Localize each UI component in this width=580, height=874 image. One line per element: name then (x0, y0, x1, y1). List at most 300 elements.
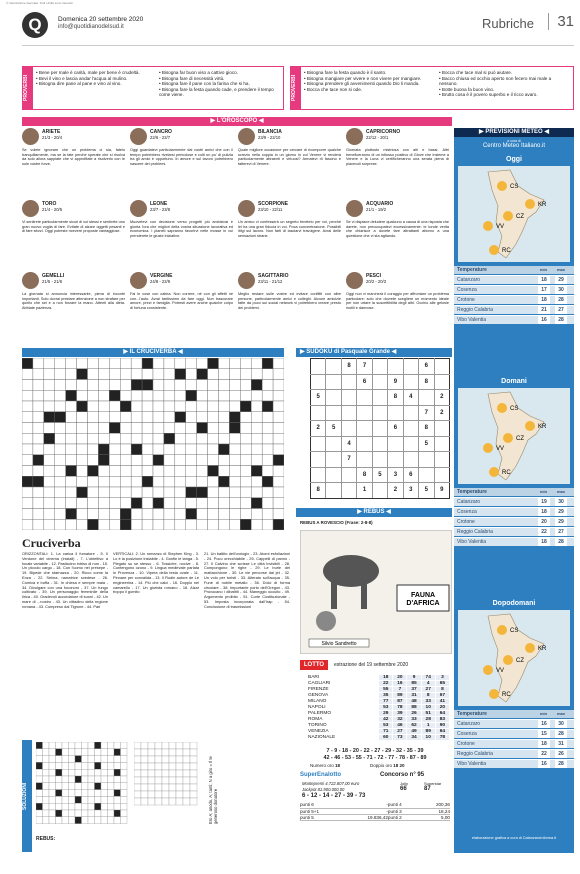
crossword-cell[interactable] (44, 390, 55, 401)
crossword-cell[interactable] (55, 498, 66, 509)
crossword-cell[interactable] (77, 433, 88, 444)
sudoku-cell[interactable]: 5 (372, 467, 387, 483)
crossword-cell[interactable] (208, 509, 219, 520)
crossword-cell[interactable] (164, 444, 175, 455)
crossword-cell[interactable] (229, 433, 240, 444)
crossword-cell[interactable] (77, 455, 88, 466)
sudoku-cell[interactable] (326, 390, 341, 406)
crossword-cell[interactable] (109, 401, 120, 412)
crossword-cell[interactable] (33, 444, 44, 455)
crossword-cell[interactable] (33, 380, 44, 391)
sudoku-cell[interactable]: 8 (311, 483, 326, 499)
crossword-cell[interactable] (186, 412, 197, 423)
sudoku-cell[interactable] (326, 452, 341, 468)
sudoku-cell[interactable]: 7 (419, 405, 434, 421)
crossword-cell[interactable] (219, 509, 230, 520)
crossword-cell[interactable] (142, 455, 153, 466)
sudoku-cell[interactable] (403, 374, 418, 390)
crossword-cell[interactable] (251, 412, 262, 423)
crossword-cell[interactable] (164, 466, 175, 477)
crossword-cell[interactable] (44, 433, 55, 444)
crossword-cell[interactable] (164, 487, 175, 498)
crossword-cell[interactable] (164, 390, 175, 401)
sudoku-cell[interactable] (357, 390, 372, 406)
crossword-cell[interactable] (197, 380, 208, 391)
crossword-cell[interactable] (120, 498, 131, 509)
crossword-cell[interactable] (88, 358, 99, 369)
crossword-cell[interactable] (131, 509, 142, 520)
crossword-cell[interactable] (273, 444, 284, 455)
crossword-cell[interactable] (251, 519, 262, 530)
crossword-cell[interactable] (153, 444, 164, 455)
crossword-cell[interactable] (153, 380, 164, 391)
crossword-cell[interactable] (197, 519, 208, 530)
crossword-cell[interactable] (22, 498, 33, 509)
crossword-cell[interactable] (44, 444, 55, 455)
sudoku-cell[interactable] (311, 436, 326, 452)
crossword-cell[interactable] (229, 509, 240, 520)
crossword-cell[interactable] (153, 455, 164, 466)
crossword-cell[interactable] (153, 369, 164, 380)
crossword-cell[interactable] (186, 498, 197, 509)
crossword-cell[interactable] (262, 444, 273, 455)
crossword-cell[interactable] (219, 401, 230, 412)
crossword-cell[interactable] (251, 390, 262, 401)
crossword-cell[interactable] (153, 498, 164, 509)
sudoku-cell[interactable]: 5 (311, 390, 326, 406)
crossword-cell[interactable] (77, 509, 88, 520)
crossword-cell[interactable] (208, 390, 219, 401)
crossword-cell[interactable] (273, 358, 284, 369)
crossword-cell[interactable] (273, 390, 284, 401)
crossword-cell[interactable] (66, 358, 77, 369)
crossword-cell[interactable] (22, 466, 33, 477)
crossword-cell[interactable] (197, 466, 208, 477)
crossword-cell[interactable] (88, 476, 99, 487)
crossword-cell[interactable] (22, 487, 33, 498)
crossword-cell[interactable] (55, 444, 66, 455)
sudoku-cell[interactable]: 2 (311, 421, 326, 437)
sudoku-cell[interactable] (326, 436, 341, 452)
crossword-cell[interactable] (77, 390, 88, 401)
crossword-cell[interactable] (175, 423, 186, 434)
sudoku-cell[interactable] (372, 405, 387, 421)
crossword-cell[interactable] (98, 498, 109, 509)
crossword-cell[interactable] (186, 433, 197, 444)
crossword-cell[interactable] (88, 433, 99, 444)
crossword-cell[interactable] (164, 358, 175, 369)
crossword-cell[interactable] (175, 519, 186, 530)
crossword-cell[interactable] (131, 380, 142, 391)
crossword-cell[interactable] (88, 390, 99, 401)
crossword-cell[interactable] (98, 444, 109, 455)
crossword-cell[interactable] (186, 444, 197, 455)
sudoku-cell[interactable] (341, 467, 356, 483)
crossword-cell[interactable] (186, 390, 197, 401)
crossword-cell[interactable] (33, 401, 44, 412)
crossword-cell[interactable] (55, 412, 66, 423)
crossword-cell[interactable] (229, 369, 240, 380)
crossword-cell[interactable] (219, 498, 230, 509)
crossword-cell[interactable] (197, 444, 208, 455)
crossword-cell[interactable] (208, 369, 219, 380)
crossword-cell[interactable] (262, 380, 273, 391)
sudoku-cell[interactable] (403, 359, 418, 375)
crossword-cell[interactable] (229, 519, 240, 530)
crossword-cell[interactable] (240, 380, 251, 391)
crossword-cell[interactable] (77, 369, 88, 380)
crossword-cell[interactable] (186, 519, 197, 530)
crossword-cell[interactable] (197, 412, 208, 423)
crossword-cell[interactable] (131, 412, 142, 423)
crossword-cell[interactable] (175, 444, 186, 455)
sudoku-cell[interactable] (326, 359, 341, 375)
crossword-cell[interactable] (251, 466, 262, 477)
sudoku-cell[interactable] (357, 452, 372, 468)
crossword-cell[interactable] (219, 390, 230, 401)
crossword-cell[interactable] (197, 498, 208, 509)
sudoku-cell[interactable] (419, 467, 434, 483)
crossword-cell[interactable] (229, 498, 240, 509)
sudoku-cell[interactable] (326, 374, 341, 390)
crossword-cell[interactable] (175, 358, 186, 369)
crossword-cell[interactable] (120, 444, 131, 455)
crossword-cell[interactable] (22, 412, 33, 423)
sudoku-cell[interactable] (403, 452, 418, 468)
crossword-cell[interactable] (240, 358, 251, 369)
crossword-cell[interactable] (197, 455, 208, 466)
sudoku-cell[interactable]: 2 (434, 390, 450, 406)
sudoku-cell[interactable] (372, 359, 387, 375)
crossword-cell[interactable] (120, 401, 131, 412)
crossword-cell[interactable] (131, 466, 142, 477)
crossword-cell[interactable] (208, 466, 219, 477)
crossword-cell[interactable] (66, 444, 77, 455)
crossword-cell[interactable] (175, 390, 186, 401)
crossword-cell[interactable] (240, 390, 251, 401)
sudoku-cell[interactable] (388, 436, 403, 452)
crossword-cell[interactable] (109, 380, 120, 391)
crossword-cell[interactable] (273, 487, 284, 498)
crossword-cell[interactable] (186, 509, 197, 520)
crossword-cell[interactable] (197, 369, 208, 380)
crossword-cell[interactable] (44, 423, 55, 434)
crossword-cell[interactable] (98, 401, 109, 412)
crossword-cell[interactable] (22, 358, 33, 369)
crossword-cell[interactable] (153, 412, 164, 423)
crossword-cell[interactable] (109, 412, 120, 423)
crossword-cell[interactable] (88, 380, 99, 391)
crossword-cell[interactable] (66, 455, 77, 466)
crossword-cell[interactable] (44, 476, 55, 487)
crossword-cell[interactable] (22, 390, 33, 401)
crossword-cell[interactable] (22, 369, 33, 380)
crossword-cell[interactable] (109, 498, 120, 509)
crossword-cell[interactable] (186, 369, 197, 380)
crossword-cell[interactable] (33, 466, 44, 477)
crossword-cell[interactable] (186, 358, 197, 369)
sudoku-cell[interactable] (388, 359, 403, 375)
crossword-cell[interactable] (262, 401, 273, 412)
crossword-cell[interactable] (88, 487, 99, 498)
crossword-cell[interactable] (55, 519, 66, 530)
sudoku-cell[interactable] (341, 483, 356, 499)
crossword-cell[interactable] (229, 412, 240, 423)
crossword-cell[interactable] (55, 476, 66, 487)
crossword-cell[interactable] (186, 487, 197, 498)
crossword-cell[interactable] (219, 487, 230, 498)
crossword-cell[interactable] (219, 423, 230, 434)
crossword-cell[interactable] (208, 380, 219, 391)
crossword-cell[interactable] (175, 412, 186, 423)
crossword-cell[interactable] (273, 519, 284, 530)
sudoku-cell[interactable] (434, 436, 450, 452)
crossword-cell[interactable] (251, 423, 262, 434)
crossword-cell[interactable] (251, 401, 262, 412)
crossword-cell[interactable] (22, 433, 33, 444)
crossword-cell[interactable] (219, 412, 230, 423)
crossword-cell[interactable] (273, 466, 284, 477)
crossword-cell[interactable] (131, 423, 142, 434)
crossword-cell[interactable] (262, 390, 273, 401)
sudoku-cell[interactable] (311, 405, 326, 421)
crossword-cell[interactable] (55, 380, 66, 391)
crossword-cell[interactable] (197, 390, 208, 401)
sudoku-cell[interactable] (311, 374, 326, 390)
sudoku-cell[interactable] (372, 421, 387, 437)
crossword-cell[interactable] (175, 476, 186, 487)
crossword-cell[interactable] (273, 498, 284, 509)
crossword-cell[interactable] (262, 455, 273, 466)
crossword-cell[interactable] (175, 466, 186, 477)
sudoku-cell[interactable]: 8 (419, 374, 434, 390)
crossword-cell[interactable] (273, 380, 284, 391)
crossword-cell[interactable] (66, 487, 77, 498)
crossword-cell[interactable] (77, 466, 88, 477)
crossword-cell[interactable] (120, 358, 131, 369)
crossword-cell[interactable] (120, 423, 131, 434)
crossword-cell[interactable] (77, 487, 88, 498)
crossword-cell[interactable] (186, 401, 197, 412)
crossword-cell[interactable] (88, 444, 99, 455)
sudoku-cell[interactable]: 4 (341, 436, 356, 452)
crossword-cell[interactable] (98, 466, 109, 477)
sudoku-cell[interactable] (419, 390, 434, 406)
sudoku-grid[interactable] (310, 358, 450, 498)
crossword-cell[interactable] (55, 390, 66, 401)
crossword-cell[interactable] (186, 455, 197, 466)
crossword-cell[interactable] (175, 380, 186, 391)
sudoku-cell[interactable] (326, 483, 341, 499)
crossword-cell[interactable] (197, 423, 208, 434)
crossword-cell[interactable] (109, 519, 120, 530)
crossword-cell[interactable] (197, 487, 208, 498)
crossword-cell[interactable] (109, 466, 120, 477)
crossword-cell[interactable] (120, 455, 131, 466)
sudoku-cell[interactable] (341, 390, 356, 406)
crossword-cell[interactable] (131, 369, 142, 380)
crossword-cell[interactable] (240, 466, 251, 477)
sudoku-cell[interactable]: 6 (357, 374, 372, 390)
crossword-cell[interactable] (77, 476, 88, 487)
crossword-cell[interactable] (186, 380, 197, 391)
crossword-cell[interactable] (142, 444, 153, 455)
crossword-cell[interactable] (98, 380, 109, 391)
crossword-cell[interactable] (153, 433, 164, 444)
sudoku-cell[interactable] (311, 467, 326, 483)
crossword-cell[interactable] (66, 476, 77, 487)
crossword-cell[interactable] (142, 369, 153, 380)
crossword-cell[interactable] (208, 498, 219, 509)
crossword-cell[interactable] (262, 519, 273, 530)
sudoku-cell[interactable]: 8 (357, 467, 372, 483)
crossword-cell[interactable] (153, 466, 164, 477)
crossword-cell[interactable] (273, 423, 284, 434)
crossword-cell[interactable] (175, 401, 186, 412)
crossword-cell[interactable] (175, 433, 186, 444)
crossword-cell[interactable] (175, 509, 186, 520)
crossword-cell[interactable] (142, 380, 153, 391)
crossword-cell[interactable] (240, 401, 251, 412)
crossword-cell[interactable] (229, 423, 240, 434)
sudoku-cell[interactable] (311, 452, 326, 468)
sudoku-cell[interactable] (326, 467, 341, 483)
crossword-cell[interactable] (208, 423, 219, 434)
crossword-cell[interactable] (251, 509, 262, 520)
crossword-cell[interactable] (197, 401, 208, 412)
crossword-cell[interactable] (273, 369, 284, 380)
crossword-cell[interactable] (273, 455, 284, 466)
crossword-grid[interactable] (22, 358, 284, 530)
crossword-cell[interactable] (153, 423, 164, 434)
sudoku-cell[interactable]: 3 (403, 483, 418, 499)
sudoku-cell[interactable] (326, 405, 341, 421)
crossword-cell[interactable] (251, 476, 262, 487)
crossword-cell[interactable] (33, 433, 44, 444)
sudoku-cell[interactable]: 1 (357, 483, 372, 499)
crossword-cell[interactable] (77, 358, 88, 369)
crossword-cell[interactable] (153, 401, 164, 412)
crossword-cell[interactable] (77, 401, 88, 412)
crossword-cell[interactable] (164, 476, 175, 487)
crossword-cell[interactable] (33, 390, 44, 401)
sudoku-cell[interactable]: 8 (419, 421, 434, 437)
crossword-cell[interactable] (229, 455, 240, 466)
crossword-cell[interactable] (219, 466, 230, 477)
crossword-cell[interactable] (120, 390, 131, 401)
crossword-cell[interactable] (219, 380, 230, 391)
crossword-cell[interactable] (273, 433, 284, 444)
crossword-cell[interactable] (98, 423, 109, 434)
crossword-cell[interactable] (120, 509, 131, 520)
sudoku-cell[interactable]: 6 (388, 421, 403, 437)
sudoku-cell[interactable] (372, 390, 387, 406)
sudoku-cell[interactable]: 4 (403, 390, 418, 406)
crossword-cell[interactable] (22, 455, 33, 466)
crossword-cell[interactable] (262, 423, 273, 434)
crossword-cell[interactable] (208, 358, 219, 369)
crossword-cell[interactable] (33, 498, 44, 509)
crossword-cell[interactable] (229, 358, 240, 369)
crossword-cell[interactable] (262, 358, 273, 369)
crossword-cell[interactable] (164, 380, 175, 391)
crossword-cell[interactable] (240, 433, 251, 444)
sudoku-cell[interactable]: 7 (357, 359, 372, 375)
crossword-cell[interactable] (131, 487, 142, 498)
crossword-cell[interactable] (66, 401, 77, 412)
sudoku-cell[interactable] (434, 374, 450, 390)
crossword-cell[interactable] (44, 509, 55, 520)
crossword-cell[interactable] (44, 498, 55, 509)
crossword-cell[interactable] (240, 498, 251, 509)
crossword-cell[interactable] (88, 401, 99, 412)
crossword-cell[interactable] (88, 412, 99, 423)
crossword-cell[interactable] (229, 390, 240, 401)
crossword-cell[interactable] (153, 519, 164, 530)
crossword-cell[interactable] (44, 466, 55, 477)
sudoku-cell[interactable]: 8 (388, 390, 403, 406)
crossword-cell[interactable] (55, 358, 66, 369)
crossword-cell[interactable] (98, 390, 109, 401)
crossword-cell[interactable] (77, 519, 88, 530)
crossword-cell[interactable] (142, 466, 153, 477)
crossword-cell[interactable] (240, 455, 251, 466)
crossword-cell[interactable] (22, 380, 33, 391)
crossword-cell[interactable] (88, 498, 99, 509)
crossword-cell[interactable] (262, 487, 273, 498)
sudoku-cell[interactable] (403, 405, 418, 421)
crossword-cell[interactable] (66, 466, 77, 477)
crossword-cell[interactable] (197, 509, 208, 520)
sudoku-cell[interactable] (372, 483, 387, 499)
sudoku-cell[interactable] (403, 421, 418, 437)
sudoku-cell[interactable]: 2 (388, 483, 403, 499)
crossword-cell[interactable] (88, 466, 99, 477)
crossword-cell[interactable] (153, 509, 164, 520)
crossword-cell[interactable] (44, 401, 55, 412)
crossword-cell[interactable] (208, 455, 219, 466)
crossword-cell[interactable] (55, 455, 66, 466)
crossword-cell[interactable] (208, 519, 219, 530)
crossword-cell[interactable] (66, 412, 77, 423)
sudoku-cell[interactable]: 5 (326, 421, 341, 437)
crossword-cell[interactable] (208, 412, 219, 423)
crossword-cell[interactable] (186, 423, 197, 434)
sudoku-cell[interactable] (357, 405, 372, 421)
crossword-cell[interactable] (251, 380, 262, 391)
crossword-cell[interactable] (208, 487, 219, 498)
crossword-cell[interactable] (251, 444, 262, 455)
crossword-cell[interactable] (66, 498, 77, 509)
crossword-cell[interactable] (98, 455, 109, 466)
crossword-cell[interactable] (22, 444, 33, 455)
sudoku-cell[interactable] (434, 467, 450, 483)
crossword-cell[interactable] (219, 444, 230, 455)
crossword-cell[interactable] (98, 412, 109, 423)
crossword-cell[interactable] (44, 358, 55, 369)
crossword-cell[interactable] (98, 476, 109, 487)
crossword-cell[interactable] (77, 423, 88, 434)
crossword-cell[interactable] (22, 476, 33, 487)
crossword-cell[interactable] (55, 369, 66, 380)
crossword-cell[interactable] (262, 476, 273, 487)
crossword-cell[interactable] (164, 369, 175, 380)
crossword-cell[interactable] (208, 444, 219, 455)
crossword-cell[interactable] (88, 519, 99, 530)
sudoku-cell[interactable] (372, 374, 387, 390)
crossword-cell[interactable] (240, 519, 251, 530)
crossword-cell[interactable] (164, 423, 175, 434)
